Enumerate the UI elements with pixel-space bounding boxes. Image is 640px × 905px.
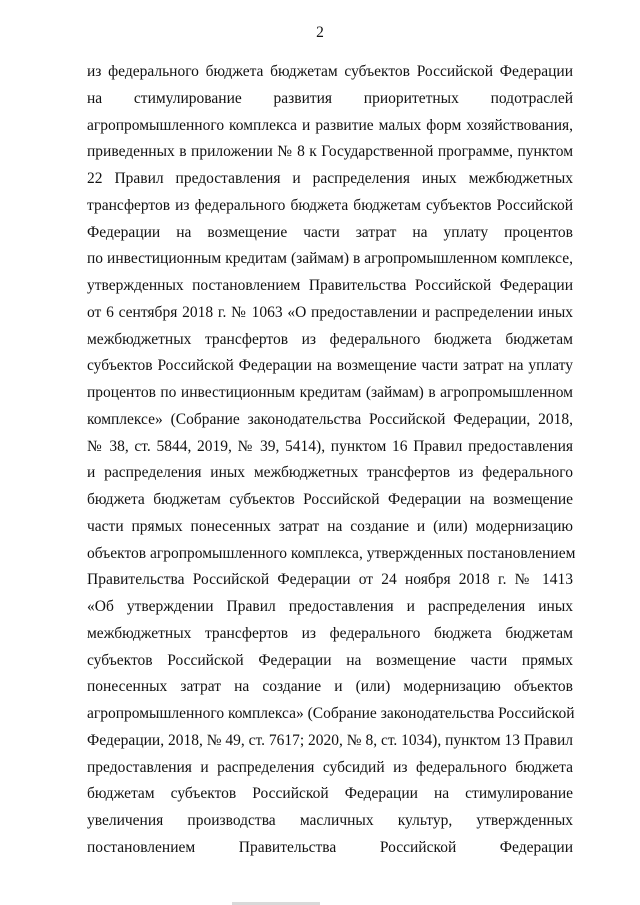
text-line: № 38, ст. 5844, 2019, № 39, 5414), пунктом 16 Правил предоставления (87, 437, 573, 455)
text-line: Правительства Российской Федерации от 24 ноября 2018 г. № 1413 (87, 571, 573, 589)
text-line: субъектов Российской Федерации на возмещение части затрат на уплату (87, 357, 573, 375)
text-line: на стимулирование развития приоритетных подотраслей (87, 89, 573, 107)
text-line: понесенных затрат на создание и (или) модернизацию объектов (87, 678, 573, 696)
text-line: бюджетам субъектов Российской Федерации на стимулирование (87, 785, 573, 803)
text-line: и распределения иных межбюджетных трансфертов из федерального (87, 464, 573, 482)
text-line: субъектов Российской Федерации на возмещение части прямых (87, 651, 573, 669)
page-number: 2 (316, 24, 324, 41)
body-text (87, 59, 576, 862)
text-line: приведенных в приложении № 8 к Государственной программе, пунктом (87, 143, 573, 161)
text-line: «Об утверждении Правил предоставления и распределения иных (87, 598, 573, 615)
text-line: по инвестиционным кредитам (займам) в агропромышленном комплексе, (87, 250, 573, 268)
text-line: предоставления и распределения субсидий из федерального бюджета (87, 758, 573, 776)
text-line: процентов по инвестиционным кредитам (займам) в агропромышленном (87, 384, 573, 401)
text-line: межбюджетных трансфертов из федерального бюджета бюджетам (87, 624, 573, 642)
text-line: утвержденных постановлением Правительства Российской Федерации (87, 277, 573, 294)
text-line: объектов агропромышленного комплекса, утвержденных постановлением (87, 544, 576, 562)
text-line: межбюджетных трансфертов из федерального бюджета бюджетам (87, 330, 573, 348)
text-line: 22 Правил предоставления и распределения иных межбюджетных (87, 170, 573, 187)
text-line: агропромышленного комплекса» (Собрание законодательства Российской (87, 705, 575, 722)
text-line: Федерации на возмещение части затрат на уплату процентов (87, 223, 573, 241)
text-line: от 6 сентября 2018 г. № 1063 «О предоставлении и распределении иных (87, 303, 573, 321)
text-line: агропромышленного комплекса и развитие малых форм хозяйствования, (87, 116, 573, 134)
text-line: бюджета бюджетам субъектов Российской Федерации на возмещение (87, 491, 573, 508)
text-line: увеличения производства масличных культур, утвержденных (87, 812, 573, 829)
text-line: Федерации, 2018, № 49, ст. 7617; 2020, № 8, ст. 1034), пунктом 13 Правил (87, 731, 574, 749)
text-line: из федерального бюджета бюджетам субъектов Российской Федерации (87, 63, 573, 80)
text-line: трансфертов из федерального бюджета бюджетам субъектов Российской (87, 196, 573, 214)
text-line: постановлением Правительства Российской Федерации (87, 838, 573, 856)
text-line: комплексе» (Собрание законодательства Российской Федерации, 2018, (87, 410, 573, 428)
text-line: части прямых понесенных затрат на создание и (или) модернизацию (87, 517, 573, 535)
